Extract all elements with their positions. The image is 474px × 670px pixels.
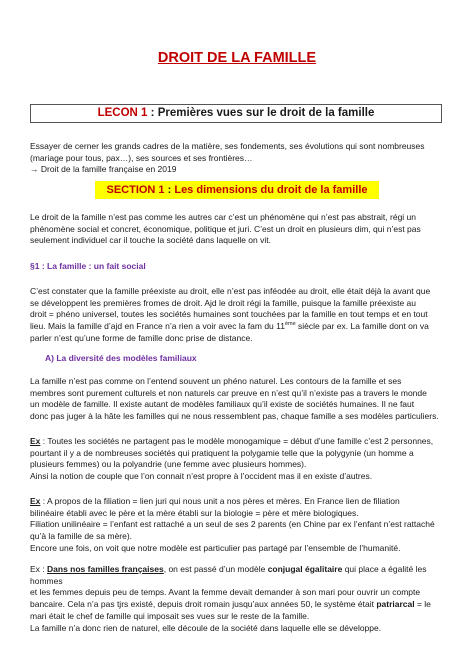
text-line: droit = phéno universel, toutes les sociétés humaines sont touchées par la famille en tout temps et en tout	[30, 309, 428, 320]
text-line: pourtant il y a de nombreuses sociétés qui pratiquent la polygamie telle que la polygynie (un homme a	[30, 447, 414, 458]
paragraph-5	[30, 496, 446, 555]
intro-line: (mariage pour tous, pax…), ses sources et ses frontières…	[30, 152, 253, 163]
text-line	[30, 496, 446, 508]
section-label: SECTION 1	[106, 184, 165, 196]
text-line: se développent les premières fromes de droit. Ajd le droit régi la famille, puisque la famille préexiste au	[30, 297, 417, 308]
example-label: Ex	[30, 436, 41, 446]
text-line: qu’à la famille de sa mère).	[30, 531, 133, 542]
text-line	[30, 436, 446, 448]
text-line: La famille n’a donc rien de naturel, elle découle de la société dans laquelle elle se développe.	[30, 623, 382, 633]
document-title: DROIT DE LA FAMILLE	[157, 50, 317, 66]
text-fragment: siècle par ex. La famille dont on va	[295, 321, 429, 332]
text-fragment: lieu. Mais la famille d’ajd en France n’a rien a voir avec la fam du 11	[30, 321, 285, 332]
text-line	[30, 564, 446, 587]
paragraph-6	[30, 564, 446, 623]
text-line: C’est constater que la famille préexiste au droit, elle n’est pas inféodée au droit, elle était déjà la avant que	[30, 286, 431, 296]
text-line: plusieurs femmes) ou la polyandrie (une femme avec plusieurs hommes).	[30, 459, 307, 470]
text-line: membres sont purement culturels et non naturels car preuve en n’est qu’il n’existe pas a travers le monde	[30, 387, 427, 398]
text-fragment: : Toutes les sociétés ne partagent pas le modèle monogamique = début d’une famille c’est 2 personnes,	[40, 436, 434, 446]
text-fragment: , on est passé d’un modèle	[163, 564, 268, 574]
text-fragment: :	[39, 564, 48, 574]
text-fragment: = le	[414, 599, 431, 610]
lecon-label: LECON 1	[97, 107, 148, 119]
text-line: bilinéaire établi avec le père et la mère établi sur la biologie = père et mère biologiques.	[30, 507, 359, 518]
text-line: phénomène social et concret, économique, politique et juri. C’est un droit en plusieurs dim, qui n’est pas	[30, 223, 421, 234]
text-line	[30, 321, 446, 333]
paragraph-2	[30, 286, 446, 345]
intro-paragraph	[30, 141, 446, 176]
text-line: Le droit de la famille n’est pas comme les autres car c’est un phénomène qui n’est pas abstrait, régi un	[30, 212, 417, 222]
paragraph-1	[30, 212, 446, 247]
text-line: parler n’est qu’une forme de famille donc prise de distance.	[30, 332, 253, 343]
section-heading	[95, 181, 379, 199]
paragraph-7	[30, 623, 446, 635]
text-line: et les femmes depuis peu de temps. Avant la femme devait demander à son mari pour ouvrir un compte	[30, 587, 421, 598]
text-line: Filiation unilinéaire = l’enfant est rattaché a un seul de ses 2 parents (en Chine par ex l’enfant n’est rattaché	[30, 519, 435, 530]
section-text: Les dimensions du droit de la famille	[174, 184, 368, 196]
text-line: un modèle de famille. Il existe autant de modèles familiaux qu’il existe de sociétés humaines. Il ne faut	[30, 399, 415, 410]
intro-line: Essayer de cerner les grands cadres de la matière, ses fondements, ses évolutions qui sont nombreuses	[30, 141, 425, 151]
text-line: Encore une fois, on voit que notre modèle est particulier pas partagé par l’ensemble de l’humanité.	[30, 542, 401, 553]
example-label: Ex	[30, 496, 41, 506]
text-line	[30, 599, 446, 611]
lecon-heading-box	[30, 104, 442, 123]
text-fragment: : A propos de la filiation = lien juri qui nous unit a nos pères et mères. En France lien de filiation	[40, 496, 400, 506]
text-line: seulement individuel car il touche la société dans laquelle on vit.	[30, 235, 271, 246]
subsection-heading: §1 : La famille : un fait social	[30, 261, 146, 271]
bold-phrase: patriarcal	[376, 599, 415, 610]
text-line: donc pas juger à la hâte les familles qui ne nous ressemblent pas, chaque famille a ses modèles particuliers.	[30, 411, 439, 422]
paragraph-4	[30, 436, 446, 483]
lecon-separator: :	[147, 107, 158, 119]
example-label: Ex	[30, 564, 40, 574]
text-line: La famille n’est pas comme on l’entend souvent un phéno naturel. Les contours de la famille et ses	[30, 376, 402, 386]
text-line: Ainsi la notion de couple que l’on connait n’est propre à l’occident mas il en existe d’autres.	[30, 471, 373, 482]
section-separator: :	[164, 184, 175, 196]
intro-line: → Droit de la famille française en 2019	[30, 164, 177, 175]
text-fragment: qui place a égalité les hommes	[30, 564, 427, 586]
bold-phrase: conjugal égalitaire	[267, 564, 343, 574]
lecon-text: Premières vues sur le droit de la famille	[157, 107, 375, 119]
text-line: mari était le chef de famille qui imposait ses vues sur le reste de la famille.	[30, 610, 310, 621]
text-fragment: bancaire. Cela n’a pas tjrs existé, depuis droit romain jusqu’aux années 50, le système était	[30, 599, 377, 610]
bold-phrase: Dans nos familles françaises	[47, 564, 164, 574]
paragraph-3	[30, 376, 446, 423]
subsection-a-heading: A) La diversité des modèles familiaux	[45, 353, 197, 363]
superscript: ème	[284, 321, 296, 328]
